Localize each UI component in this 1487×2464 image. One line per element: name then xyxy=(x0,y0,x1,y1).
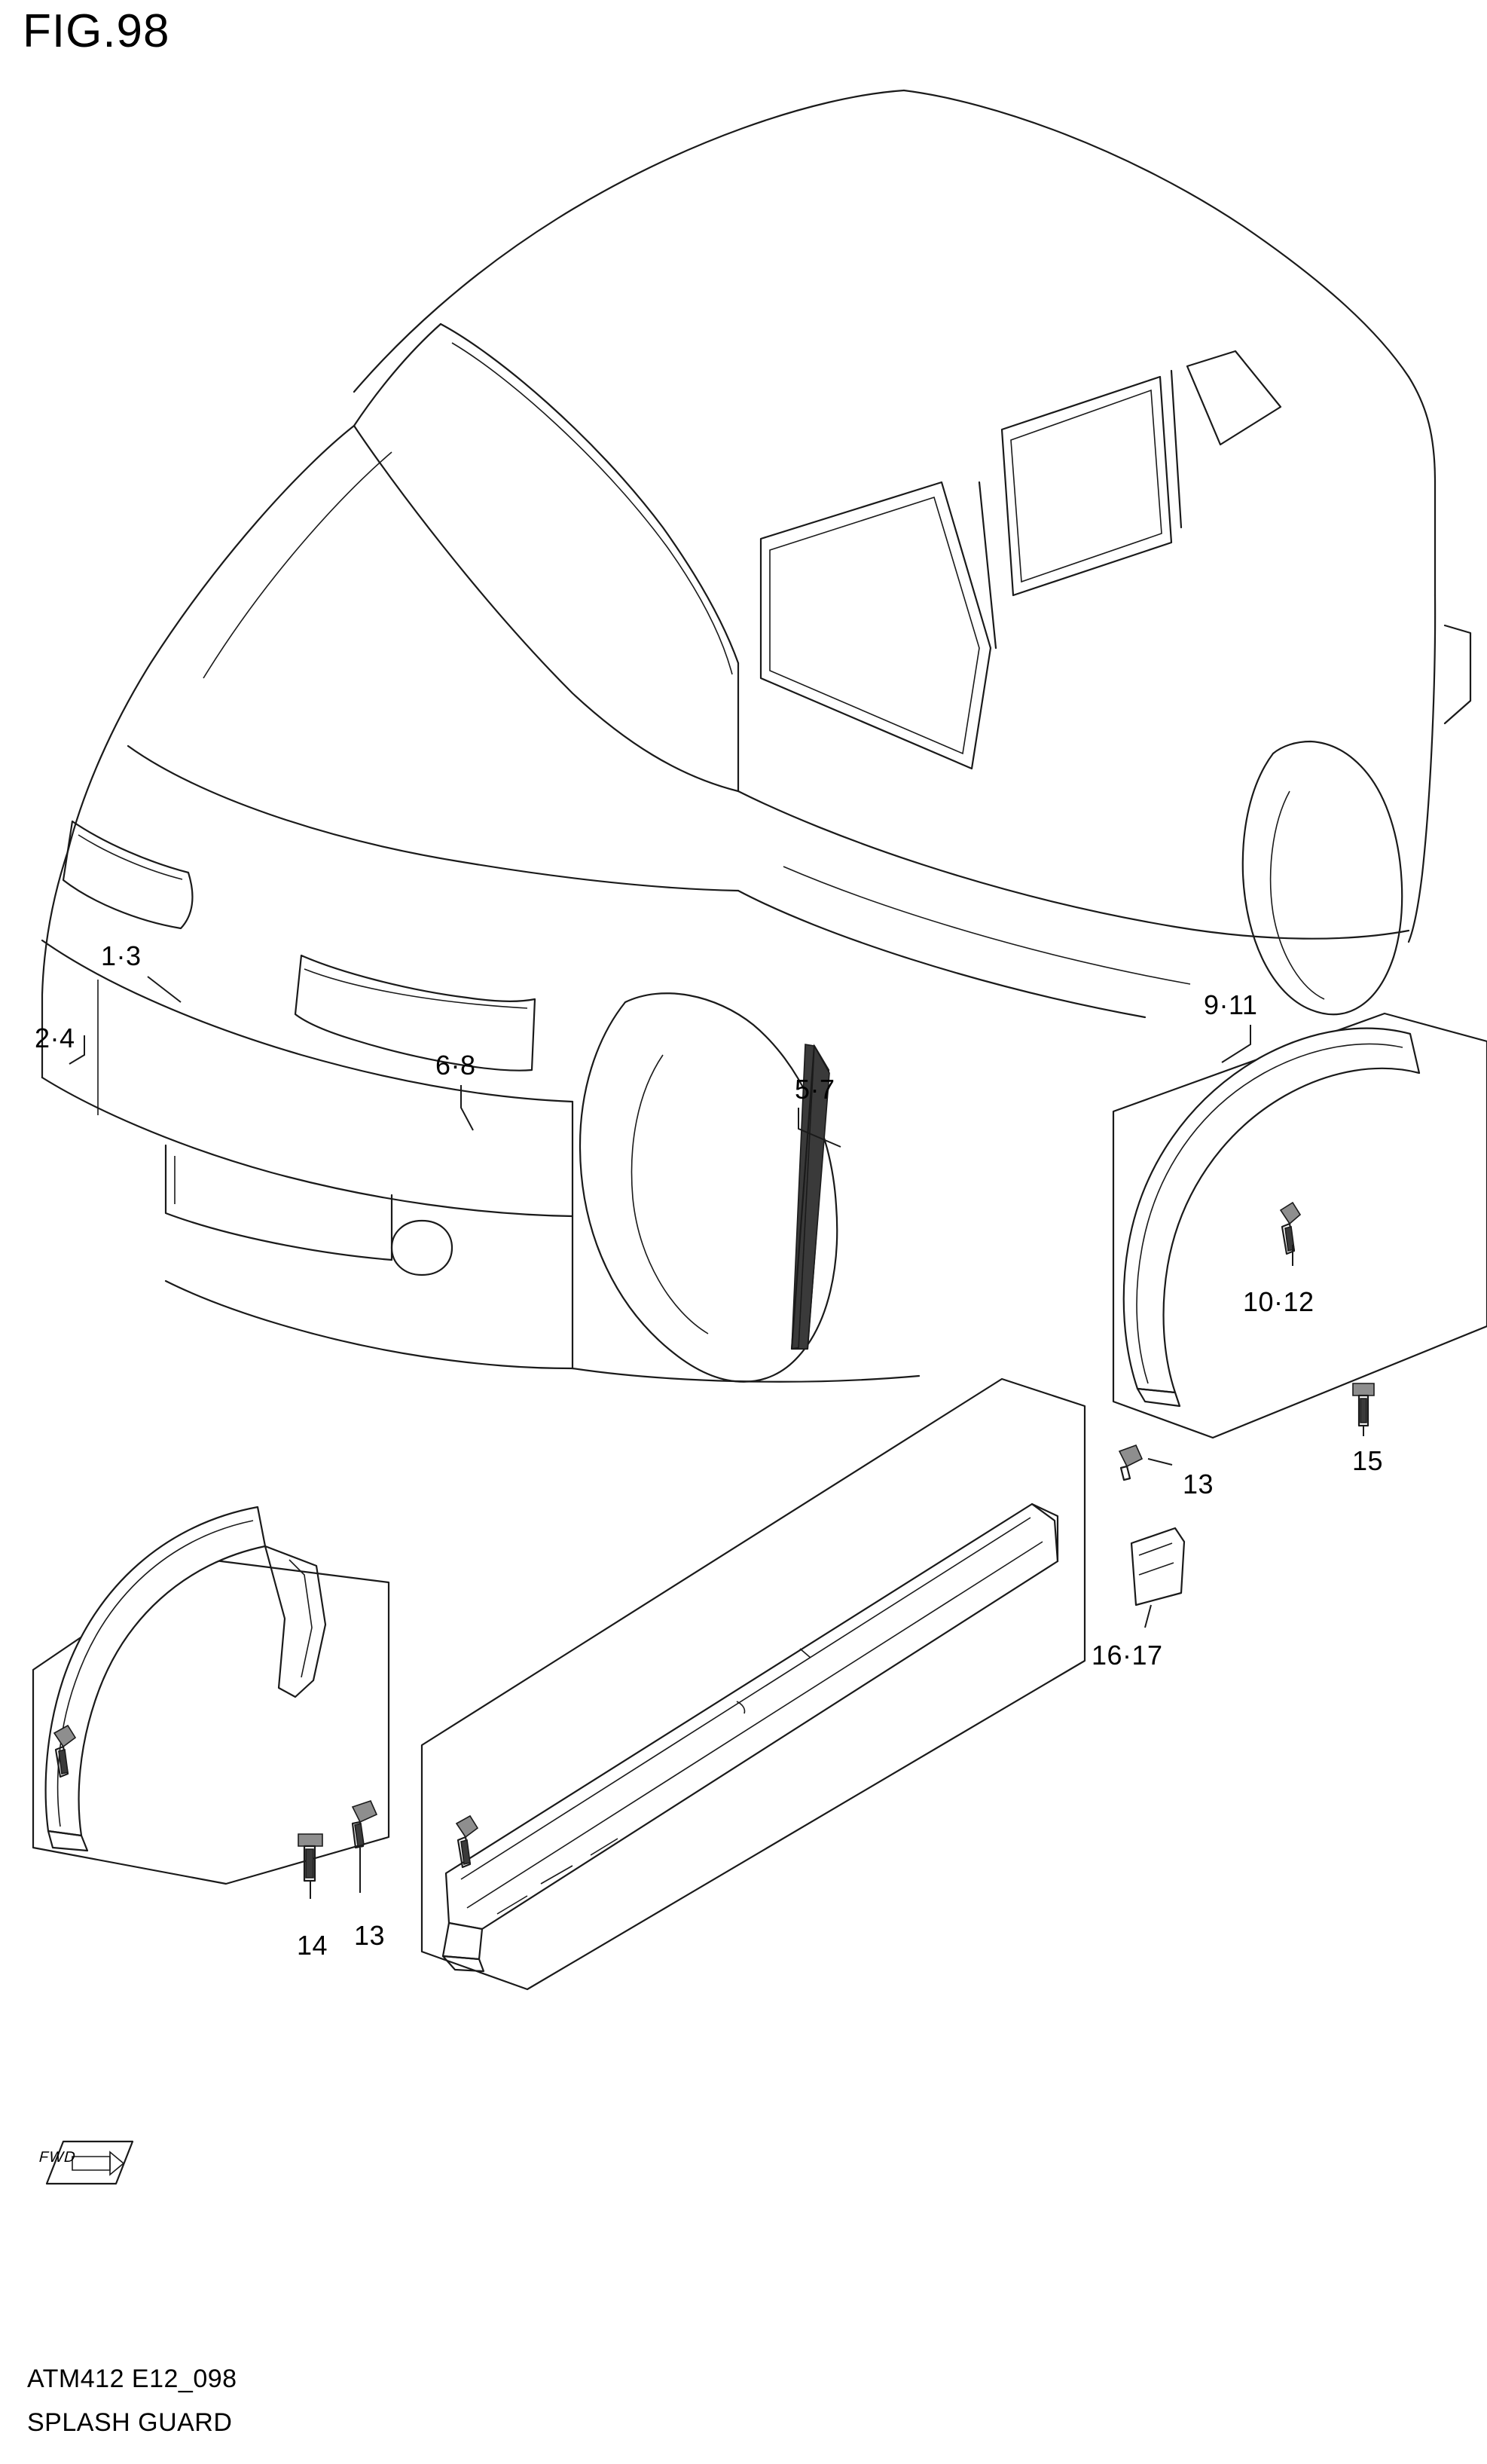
figure-name: SPLASH GUARD xyxy=(27,2408,233,2437)
callout-10-12: 10·12 xyxy=(1243,1286,1314,1317)
figure-code: ATM412 E12_098 xyxy=(27,2365,237,2393)
clip-icon-rear-panel xyxy=(1281,1203,1300,1254)
callout-13-front: 13 xyxy=(354,1920,386,1951)
callout-2-4: 2·4 xyxy=(35,1023,75,1053)
fwd-label: FWD xyxy=(37,2149,78,2166)
callout-9-11: 9·11 xyxy=(1204,989,1258,1020)
car-illustration xyxy=(42,90,1470,1382)
callout-16-17: 16·17 xyxy=(1092,1640,1163,1671)
callout-13-rear: 13 xyxy=(1183,1469,1214,1499)
page-title: FIG.98 xyxy=(23,5,170,57)
fastener-13-rear xyxy=(1119,1445,1172,1480)
fastener-14 xyxy=(298,1834,322,1899)
fastener-15 xyxy=(1353,1383,1374,1436)
rear-fender-guard-detail xyxy=(1113,1013,1487,1438)
callout-5-7: 5·7 xyxy=(795,1074,835,1105)
callout-1-3: 1·3 xyxy=(101,940,142,971)
leader-lines xyxy=(69,977,1293,1266)
callout-15: 15 xyxy=(1352,1445,1384,1476)
callout-6-8: 6·8 xyxy=(435,1050,476,1081)
fastener-13-front xyxy=(353,1801,377,1893)
callout-14: 14 xyxy=(297,1930,328,1961)
bracket-16-17 xyxy=(1131,1528,1184,1628)
side-sill-guard-detail xyxy=(422,1379,1085,1989)
front-fender-guard-detail xyxy=(33,1507,389,1884)
